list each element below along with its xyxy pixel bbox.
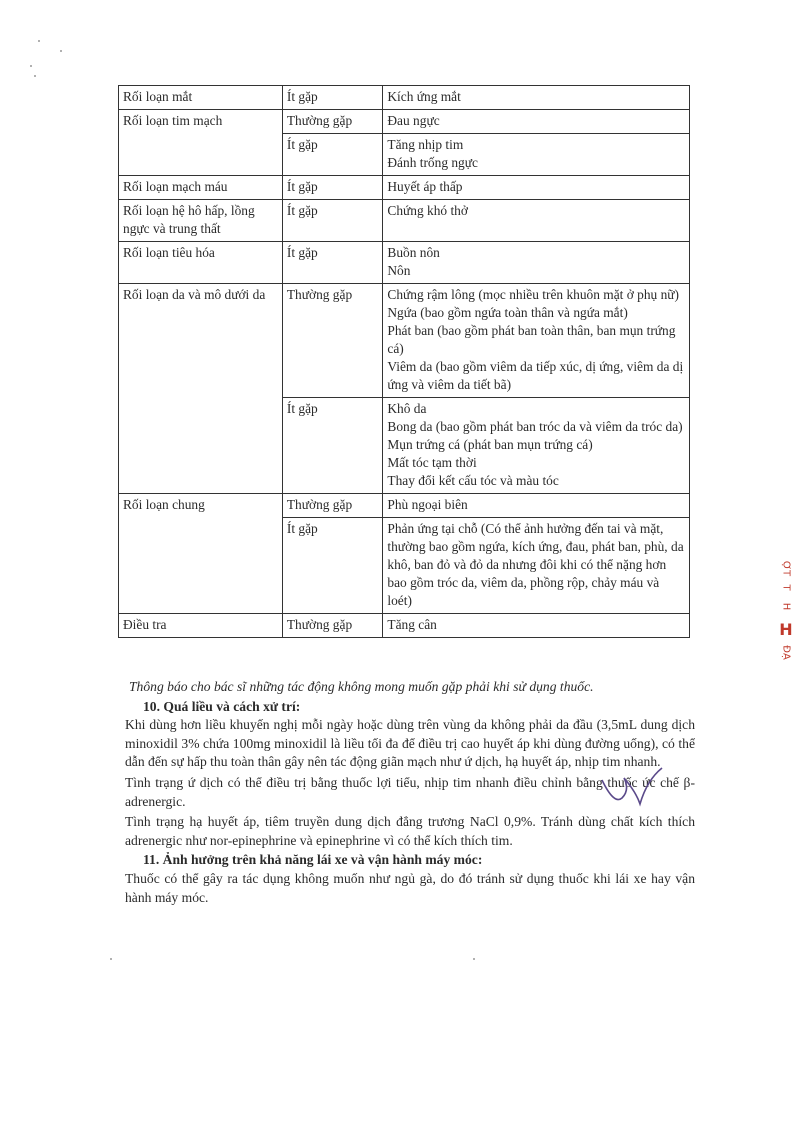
stamp-text-big: H xyxy=(779,620,793,639)
organ-class-cell: Rối loạn tim mạch xyxy=(119,110,283,176)
section-10-paragraph-3: Tình trạng hạ huyết áp, tiêm truyền dung dịch đẳng trương NaCl 0,9%. Tránh dùng chất kích thích adrenergic như nor-epinephrine và epinephrine vì có thể kích thích tim. xyxy=(125,814,695,848)
frequency-cell: Ít gặp xyxy=(282,242,383,284)
effects-cell xyxy=(383,134,690,176)
effect-item: Nôn xyxy=(387,263,411,278)
stamp-text-top: ỢT xyxy=(780,560,792,577)
frequency-cell: Thường gặp xyxy=(282,614,383,638)
effects-cell xyxy=(383,494,690,518)
signature-mark xyxy=(592,760,672,810)
effect-item: Buồn nôn xyxy=(387,245,440,260)
frequency-cell: Ít gặp xyxy=(282,200,383,242)
table-row xyxy=(119,176,690,200)
stamp-text-mid1: T xyxy=(780,584,792,591)
section-10-heading: 10. Quá liều và cách xử trí: xyxy=(143,698,301,714)
effect-item: Huyết áp thấp xyxy=(387,179,463,194)
effect-item: Phù ngoại biên xyxy=(387,497,468,512)
effect-item: Viêm da (bao gồm viêm da tiếp xúc, dị ứng, viêm da dị ứng và viêm da tiết bã) xyxy=(387,359,684,392)
effects-cell xyxy=(383,614,690,638)
effects-cell xyxy=(383,110,690,134)
frequency-cell: Ít gặp xyxy=(282,134,383,176)
effects-cell xyxy=(383,200,690,242)
organ-class-cell: Rối loạn mạch máu xyxy=(119,176,283,200)
frequency-cell: Thường gặp xyxy=(282,494,383,518)
organ-class-cell: Rối loạn da và mô dưới da xyxy=(119,284,283,494)
frequency-cell: Ít gặp xyxy=(282,518,383,614)
effect-item: Bong da (bao gồm phát ban tróc da và viêm da tróc da) xyxy=(387,419,683,434)
section-11-paragraph-1: Thuốc có thể gây ra tác dụng không muốn như ngủ gà, do đó tránh sử dụng thuốc khi lái xe hay vận hành máy móc. xyxy=(125,870,695,905)
stamp-text-bottom: ĐẠ xyxy=(780,645,792,660)
effect-item: Đau ngực xyxy=(387,113,440,128)
effect-item: Đánh trống ngực xyxy=(387,155,478,170)
table-row xyxy=(119,614,690,638)
effects-cell xyxy=(383,176,690,200)
effect-item: Phát ban (bao gồm phát ban toàn thân, ban mụn trứng cá) xyxy=(387,323,676,356)
effect-item: Khô da xyxy=(387,401,427,416)
effects-cell xyxy=(383,518,690,614)
table-row xyxy=(119,200,690,242)
section-10-paragraph-2: Tình trạng ứ dịch có thể điều trị bằng thuốc lợi tiểu, nhịp tim nhanh điều chỉnh bằng thuốc ức chế β-adrenergic. xyxy=(125,774,695,809)
stamp-text-mid2: H xyxy=(780,602,792,611)
table-row xyxy=(119,284,690,398)
effects-cell xyxy=(383,86,690,110)
effect-item: Mụn trứng cá (phát ban mụn trứng cá) xyxy=(387,437,593,452)
frequency-cell: Ít gặp xyxy=(282,86,383,110)
effect-item: Kích ứng mắt xyxy=(387,89,461,104)
section-10-paragraph-1: Khi dùng hơn liều khuyến nghị mỗi ngày hoặc dùng trên vùng da không phải da đầu (3,5mL dung dịch minoxidil 3% chứa 100mg minoxidil là liều tối đa để điều trị cao huyết áp khi dùng đường uống), có thể dẫn đến sự hấp thu toàn thân gây nên tác động giãn mạch như ứ dịch, hạ huyết áp, nhịp tim nhanh. xyxy=(125,717,695,770)
organ-class-cell: Rối loạn hệ hô hấp, lồng ngực và trung thất xyxy=(119,200,283,242)
frequency-cell: Ít gặp xyxy=(282,176,383,200)
effect-item: Ngứa (bao gồm ngứa toàn thân và ngứa mắt) xyxy=(387,305,628,320)
frequency-cell: Thường gặp xyxy=(282,110,383,134)
table-caption: Thông báo cho bác sĩ những tác động không mong muốn gặp phải khi sử dụng thuốc. xyxy=(129,679,594,694)
table-row xyxy=(119,242,690,284)
effect-item: Chứng khó thở xyxy=(387,203,468,218)
organ-class-cell: Điều tra xyxy=(119,614,283,638)
effect-item: Phản ứng tại chỗ (Có thể ảnh hưởng đến tai và mặt, thường bao gồm ngứa, kích ứng, đau, phát ban, phù, da khô, ban đỏ và đỏ da nhưng đôi khi có thể nặng hơn bao gồm tróc da, viêm da, phồng rộp, chảy máu và loét) xyxy=(387,521,684,608)
frequency-cell: Thường gặp xyxy=(282,284,383,398)
effect-item: Thay đổi kết cấu tóc và màu tóc xyxy=(387,473,559,488)
organ-class-cell: Rối loạn tiêu hóa xyxy=(119,242,283,284)
effects-cell xyxy=(383,242,690,284)
organ-class-cell: Rối loạn mắt xyxy=(119,86,283,110)
table-row xyxy=(119,110,690,134)
effects-cell xyxy=(383,284,690,398)
effect-item: Tăng cân xyxy=(387,617,437,632)
section-11-heading: 11. Ảnh hưởng trên khả năng lái xe và vận hành máy móc: xyxy=(143,852,483,868)
effect-item: Chứng rậm lông (mọc nhiều trên khuôn mặt ở phụ nữ) xyxy=(387,287,679,302)
table-row xyxy=(119,494,690,518)
organ-class-cell: Rối loạn chung xyxy=(119,494,283,614)
adverse-effects-table xyxy=(118,85,690,638)
effects-cell xyxy=(383,398,690,494)
frequency-cell: Ít gặp xyxy=(282,398,383,494)
effect-item: Tăng nhịp tim xyxy=(387,137,464,152)
margin-stamp xyxy=(774,555,798,666)
effect-item: Mất tóc tạm thời xyxy=(387,455,477,470)
table-row xyxy=(119,86,690,110)
